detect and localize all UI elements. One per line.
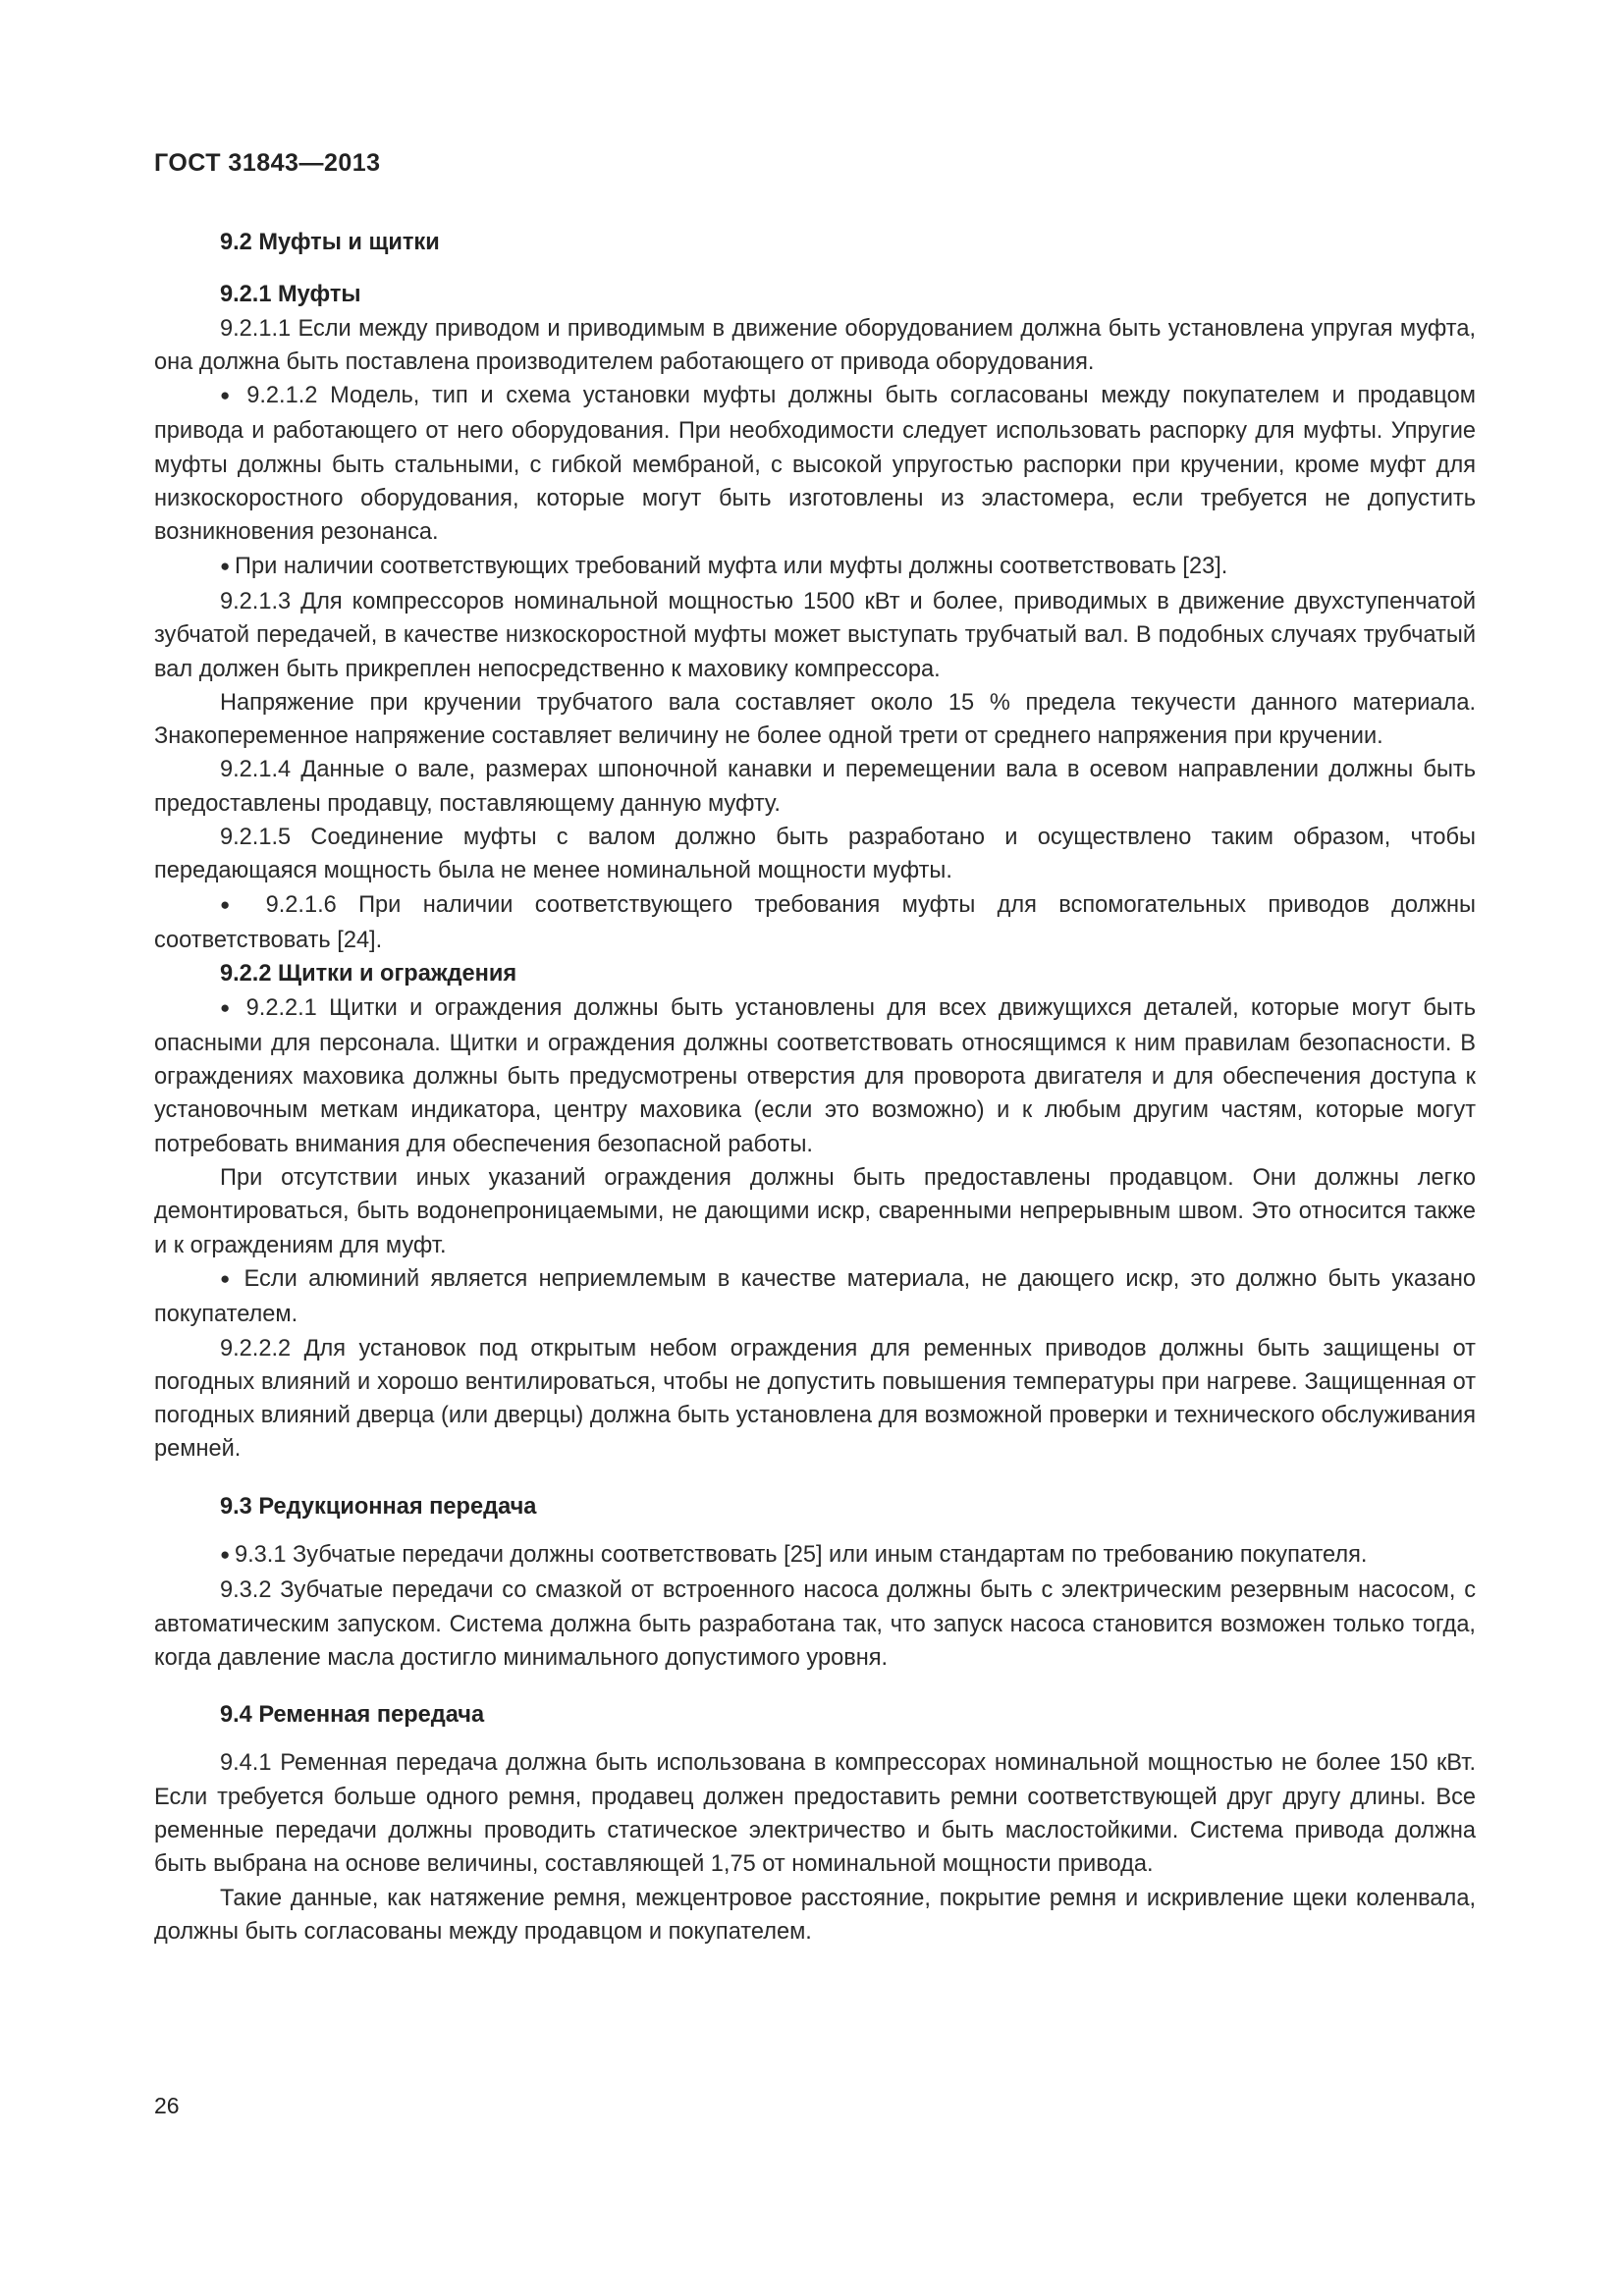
paragraph-9-2-1-5: 9.2.1.5 Соединение муфты с валом должно быть разработано и осуществлено таким образом, чтобы передающаяся мощность была не менее номинальной мощности муфты. (154, 825, 1476, 884)
paragraph-text: 9.2.2.1 Щитки и ограждения должны быть установлены для всех движущихся деталей, которые могут быть опасными для персонала. Щитки и ограждения должны соответствовать относящимся к ним правилам безопасности. В ограждениях маховика должны быть предусмотрены отверстия для проворота двигателя и для обеспечения доступа к установочным меткам индикатора, центру маховика (если это возможно) и к любым другим частям, которые могут потребовать внимания для обеспечения безопасной работы. (154, 994, 1476, 1157)
page-number: 26 (154, 2093, 180, 2118)
paragraph-coupling-requirements (154, 550, 1476, 585)
section-9-3-heading: 9.3 Редукционная передача (220, 1493, 537, 1520)
section-9-4-heading: 9.4 Ременная передача (220, 1702, 485, 1729)
paragraph-9-2-1-6 (154, 888, 1476, 958)
document-code-header: ГОСТ 31843—2013 (154, 149, 381, 177)
paragraph-aluminium (154, 1262, 1476, 1332)
document-body (154, 226, 1476, 1949)
paragraph-text: 9.2.1.2 Модель, тип и схема установки муфты должны быть согласованы между покупателем и продавцом привода и работающего от него оборудования. При необходимости следует использовать распорку для муфты. Упругие муфты должны быть стальными, с гибкой мембраной, с высокой упругостью распорки при кручении, кроме муфт для низкоскоростного оборудования, которые могут быть изготовлены из эластомера, если требуется не допустить возникновения резонанса. (154, 383, 1476, 546)
paragraph-9-2-1-3: 9.2.1.3 Для компрессоров номинальной мощностью 1500 кВт и более, приводимых в движение двухступенчатой зубчатой передачей, в качестве низкоскоростной муфты может выступать трубчатый вал. В подобных случаях трубчатый вал должен быть прикреплен непосредственно к маховику компрессора. (154, 588, 1476, 682)
paragraph-torsion-stress: Напряжение при кручении трубчатого вала составляет около 15 % предела текучести данного материала. Знакопеременное напряжение составляет величину не более одной трети от среднего напряжения при кручении. (154, 689, 1476, 750)
paragraph-9-2-1-2 (154, 379, 1476, 549)
paragraph-9-4-1: 9.4.1 Ременная передача должна быть использована в компрессорах номинальной мощностью не более 150 кВт. Если требуется больше одного ремня, продавец должен предоставить ремни соответствующей друг другу длины. Все ременные передачи должны проводить статическое электричество и быть маслостойкими. Система привода должна быть выбрана на основе величины, составляющей 1,75 от номинальной мощности привода. (154, 1750, 1476, 1878)
subsection-9-2-2-heading: 9.2.2 Щитки и ограждения (220, 961, 517, 988)
paragraph-9-2-1-4: 9.2.1.4 Данные о вале, размерах шпоночной канавки и перемещении вала в осевом направлении должны быть предоставлены продавцу, поставляющему данную муфту. (154, 757, 1476, 817)
paragraph-9-3-2: 9.3.2 Зубчатые передачи со смазкой от встроенного насоса должны быть с электрическим резервным насосом, с автоматическим запуском. Система должна быть разработана так, что запуск насоса становится возможен только тогда, когда давление масла достигло минимального допустимого уровня. (154, 1577, 1476, 1671)
paragraph-belt-data: Такие данные, как натяжение ремня, межцентровое расстояние, покрытие ремня и искривление щеки коленвала, должны быть согласованы между продавцом и покупателем. (154, 1885, 1476, 1945)
paragraph-text: Если алюминий является неприемлемым в качестве материала, не дающего искр, это должно быть указано покупателем. (154, 1265, 1476, 1328)
paragraph-9-2-2-2: 9.2.2.2 Для установок под открытым небом ограждения для ременных приводов должны быть защищены от погодных влияний и хорошо вентилироваться, чтобы не допустить повышения температуры при нагреве. Защищенная от погодных влияний дверца (или дверцы) должна быть установлена для возможной проверки и технического обслуживания ремней. (154, 1335, 1476, 1463)
paragraph-9-2-2-1 (154, 991, 1476, 1161)
paragraph-text: 9.2.1.6 При наличии соответствующего требования муфты для вспомогательных приводов должны соответствовать [24]. (154, 891, 1477, 953)
paragraph-9-3-1 (154, 1538, 1476, 1574)
section-9-2-heading: 9.2 Муфты и щитки (220, 230, 440, 255)
paragraph-guards-vendor: При отсутствии иных указаний ограждения должны быть предоставлены продавцом. Они должны легко демонтироваться, быть водонепроницаемыми, не дающими искр, сваренными непрерывным швом. Это относится также и к ограждениям для муфт. (154, 1165, 1476, 1258)
paragraph-text: При наличии соответствующих требований муфта или муфты должны соответствовать [23]. (235, 553, 1228, 579)
subsection-9-2-1-heading: 9.2.1 Муфты (220, 282, 361, 308)
paragraph-text: 9.3.1 Зубчатые передачи должны соответствовать [25] или иным стандартам по требованию покупателя. (235, 1541, 1368, 1568)
paragraph-9-2-1-1: 9.2.1.1 Если между приводом и приводимым в движение оборудованием должна быть установлена упругая муфта, она должна быть поставлена производителем работающего от привода оборудования. (154, 315, 1476, 375)
